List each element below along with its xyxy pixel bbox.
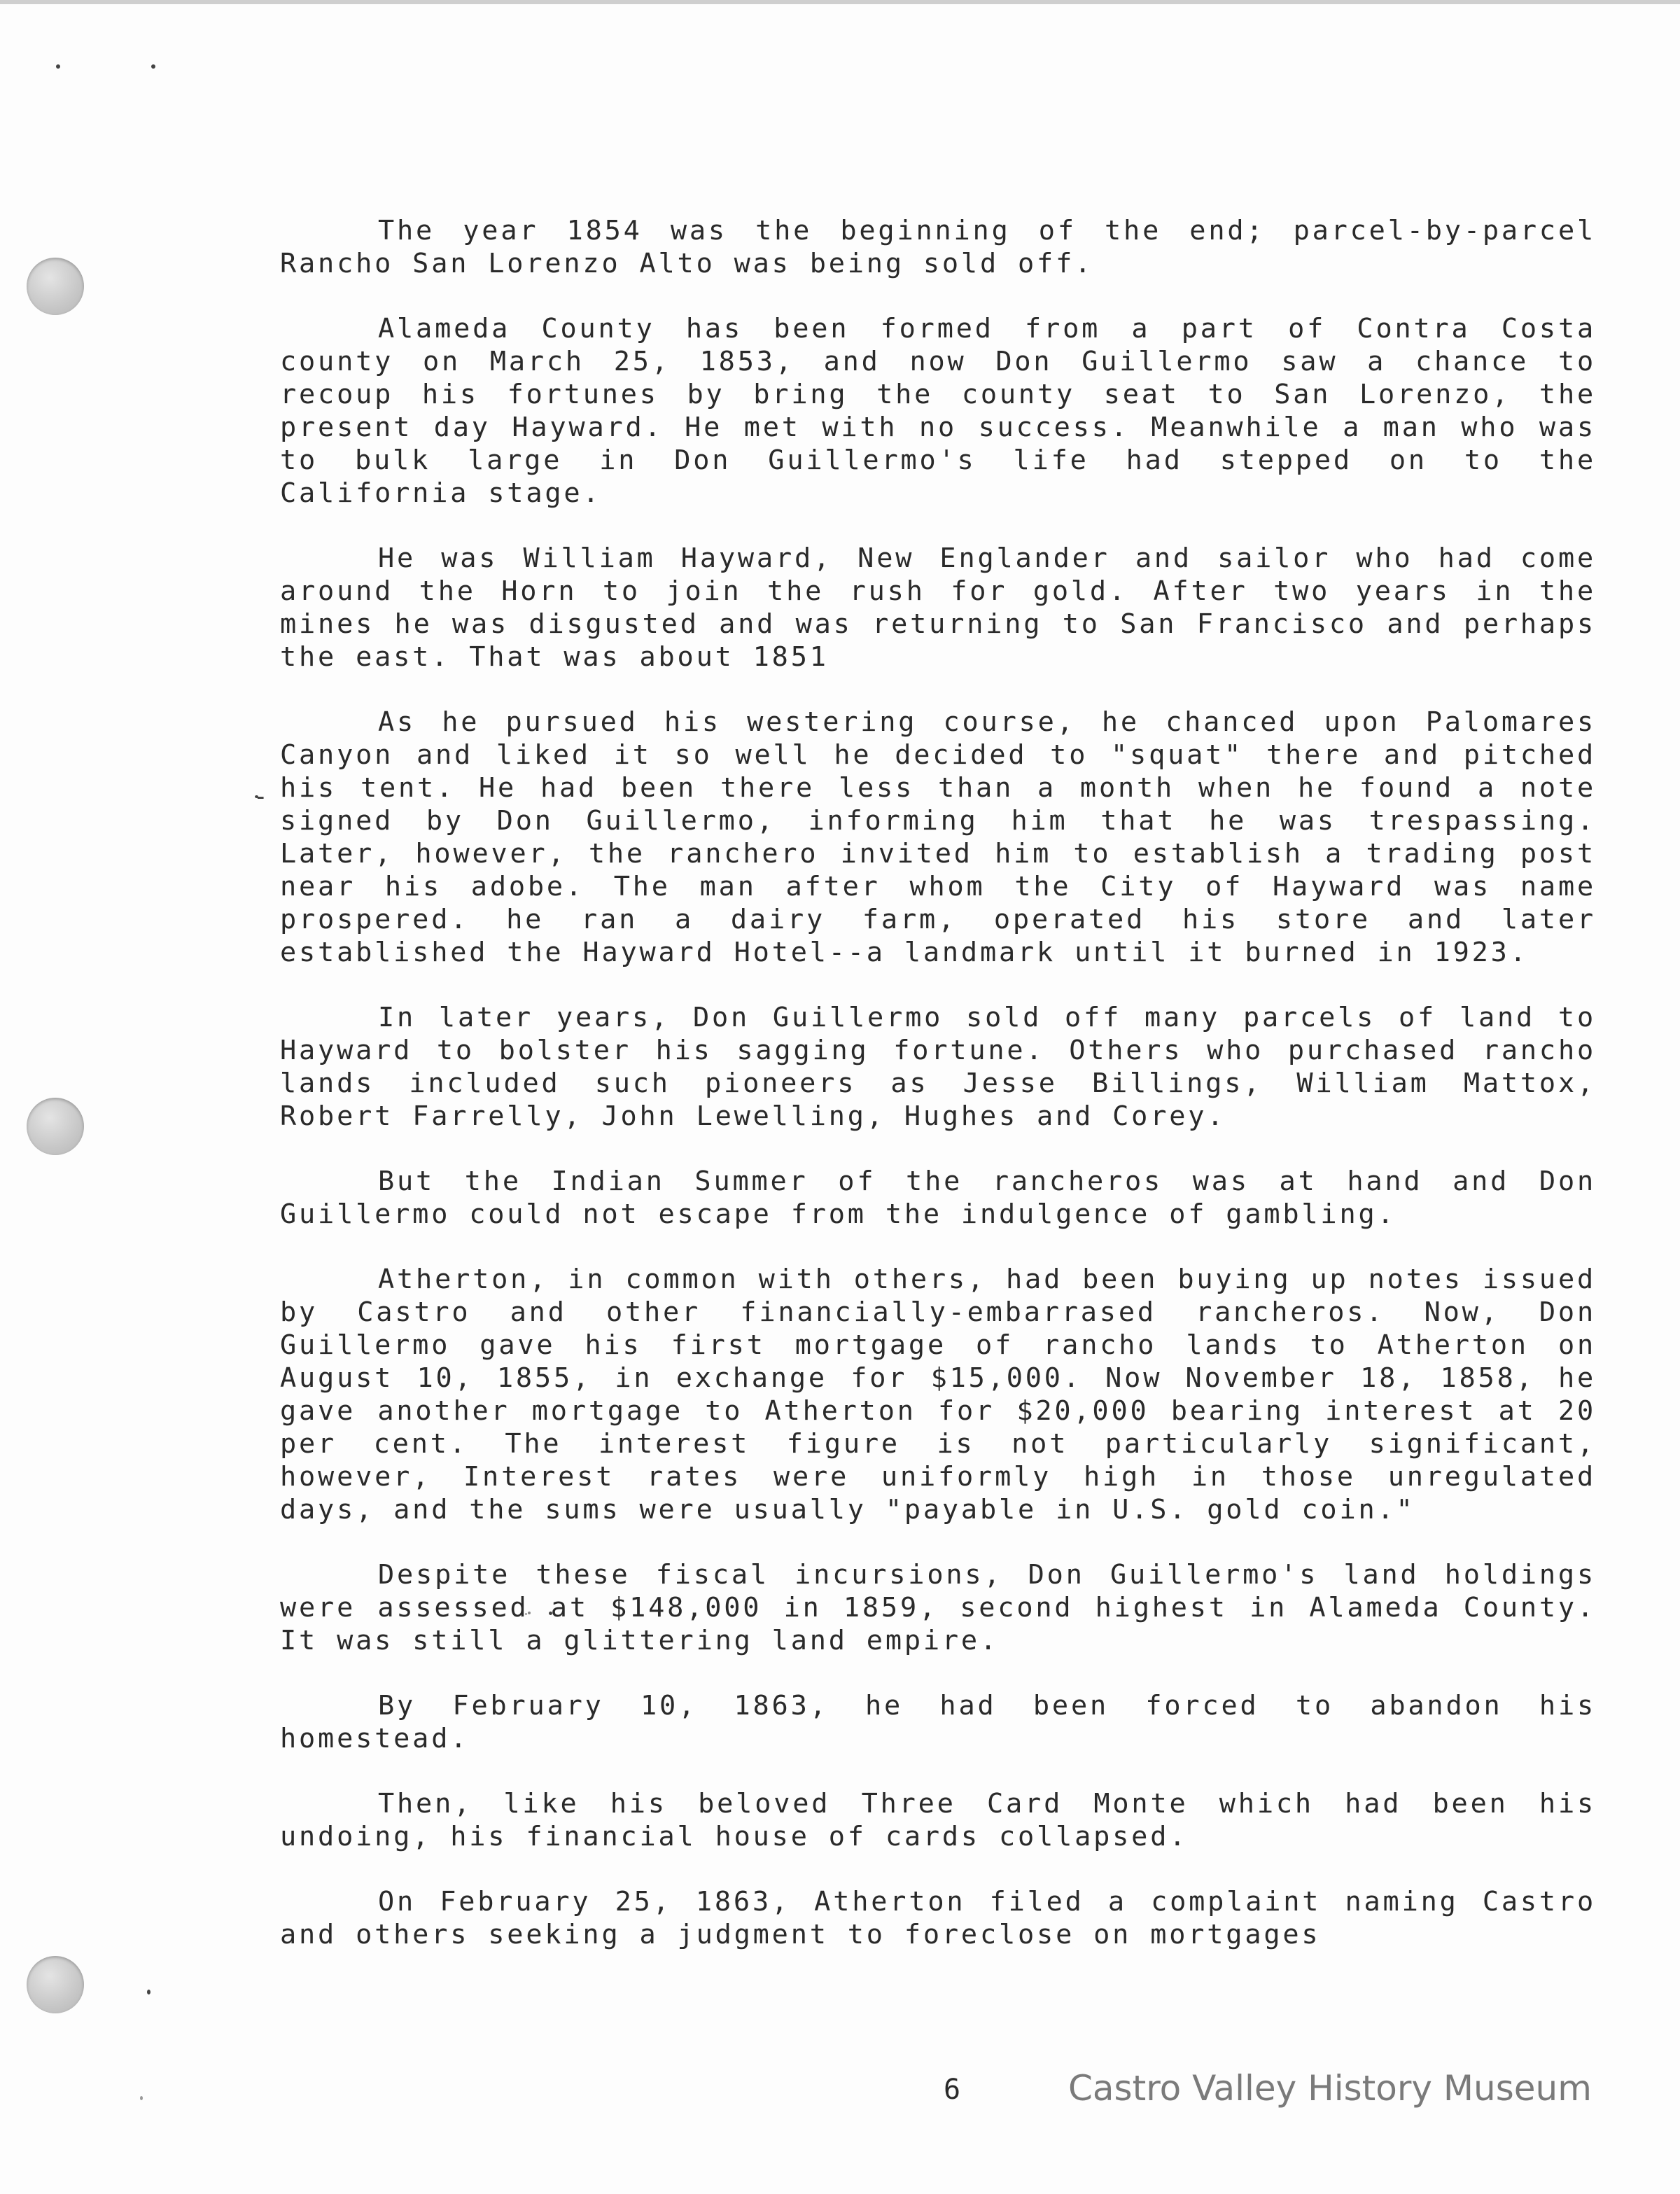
paragraph-7: Atherton, in common with others, had been buying up notes issued by Castro and other financially-embarrased rancheros. Now, Don Guillermo gave his first mortgage of rancho lands to Atherton on August 10, 1855, in exchange for $15,000. Now November 18, 1858, he gave another mortgage to Atherton for $20,000 bearing interest at 20 per cent. The interest figure is not particularly significant, however, Interest rates were uniformly high in those unregulated days, and the sums were usually "payable in U.S. gold coin." <box>280 1264 1596 1525</box>
paragraph-3: He was William Hayward, New Englander and sailor who had come around the Horn to join the rush for gold. After two years in the mines he was disgusted and was returning to San Francisco and perhaps the east. That was about 1851 <box>280 543 1596 673</box>
page-number: 6 <box>944 2074 961 2106</box>
binder-hole-top <box>27 258 84 315</box>
paragraph-11: On February 25, 1863, Atherton filed a complaint naming Castro and others seeking a judgment to foreclose on mortgages <box>280 1886 1596 1950</box>
scan-speck <box>140 2096 143 2100</box>
binder-hole-bottom <box>27 1956 84 2013</box>
paragraph-5: In later years, Don Guillermo sold off many parcels of land to Hayward to bolster his sagging fortune. Others who purchased rancho lands included such pioneers as Jesse Billings, William Mattox, Robert Farrelly, John Lewelling, Hughes and Corey. <box>280 1002 1596 1132</box>
paragraph-10: Then, like his beloved Three Card Monte which had been his undoing, his financial house of cards collapsed. <box>280 1788 1596 1852</box>
paragraph-6: But the Indian Summer of the rancheros was at hand and Don Guillermo could not escape from the indulgence of gambling. <box>280 1166 1596 1230</box>
paragraph-8: Despite these fiscal incursions, Don Guillermo's land holdings were assessed at $148,000 in 1859, second highest in Alameda County. It was still a glittering land empire. <box>280 1559 1596 1656</box>
paragraph-4: As he pursued his westering course, he chanced upon Palomares Canyon and liked it so well he decided to "squat" there and pitched his tent. He had been there less than a month when he found a note signed by Don Guillermo, informing him that he was trespassing. Later, however, the ranchero invited him to establish a trading post near his adobe. The man after whom the City of Hayward was name prospered. he ran a dairy farm, operated his store and later established the Hayward Hotel--a landmark until it burned in 1923. <box>280 706 1596 968</box>
paragraph-1: The year 1854 was the beginning of the end; parcel-by-parcel Rancho San Lorenzo Alto was being sold off. <box>280 215 1596 279</box>
scan-speck <box>147 1990 150 1994</box>
binder-hole-middle <box>27 1098 84 1155</box>
scan-speck <box>56 64 60 69</box>
scan-speck <box>151 64 155 69</box>
paragraph-2: Alameda County has been formed from a part of Contra Costa county on March 25, 1853, and now Don Guillermo saw a chance to recoup his fortunes by bring the county seat to San Lorenzo, the present day Hayward. He met with no success. Meanwhile a man who was to bulk large in Don Guillermo's life had stepped on to the California stage. <box>280 313 1596 509</box>
margin-mark: - <box>253 783 268 811</box>
museum-watermark: Castro Valley History Museum <box>1068 2068 1592 2109</box>
paragraph-9: By February 10, 1863, he had been forced to abandon his homestead. <box>280 1690 1596 1754</box>
typewritten-body <box>280 214 1596 1951</box>
